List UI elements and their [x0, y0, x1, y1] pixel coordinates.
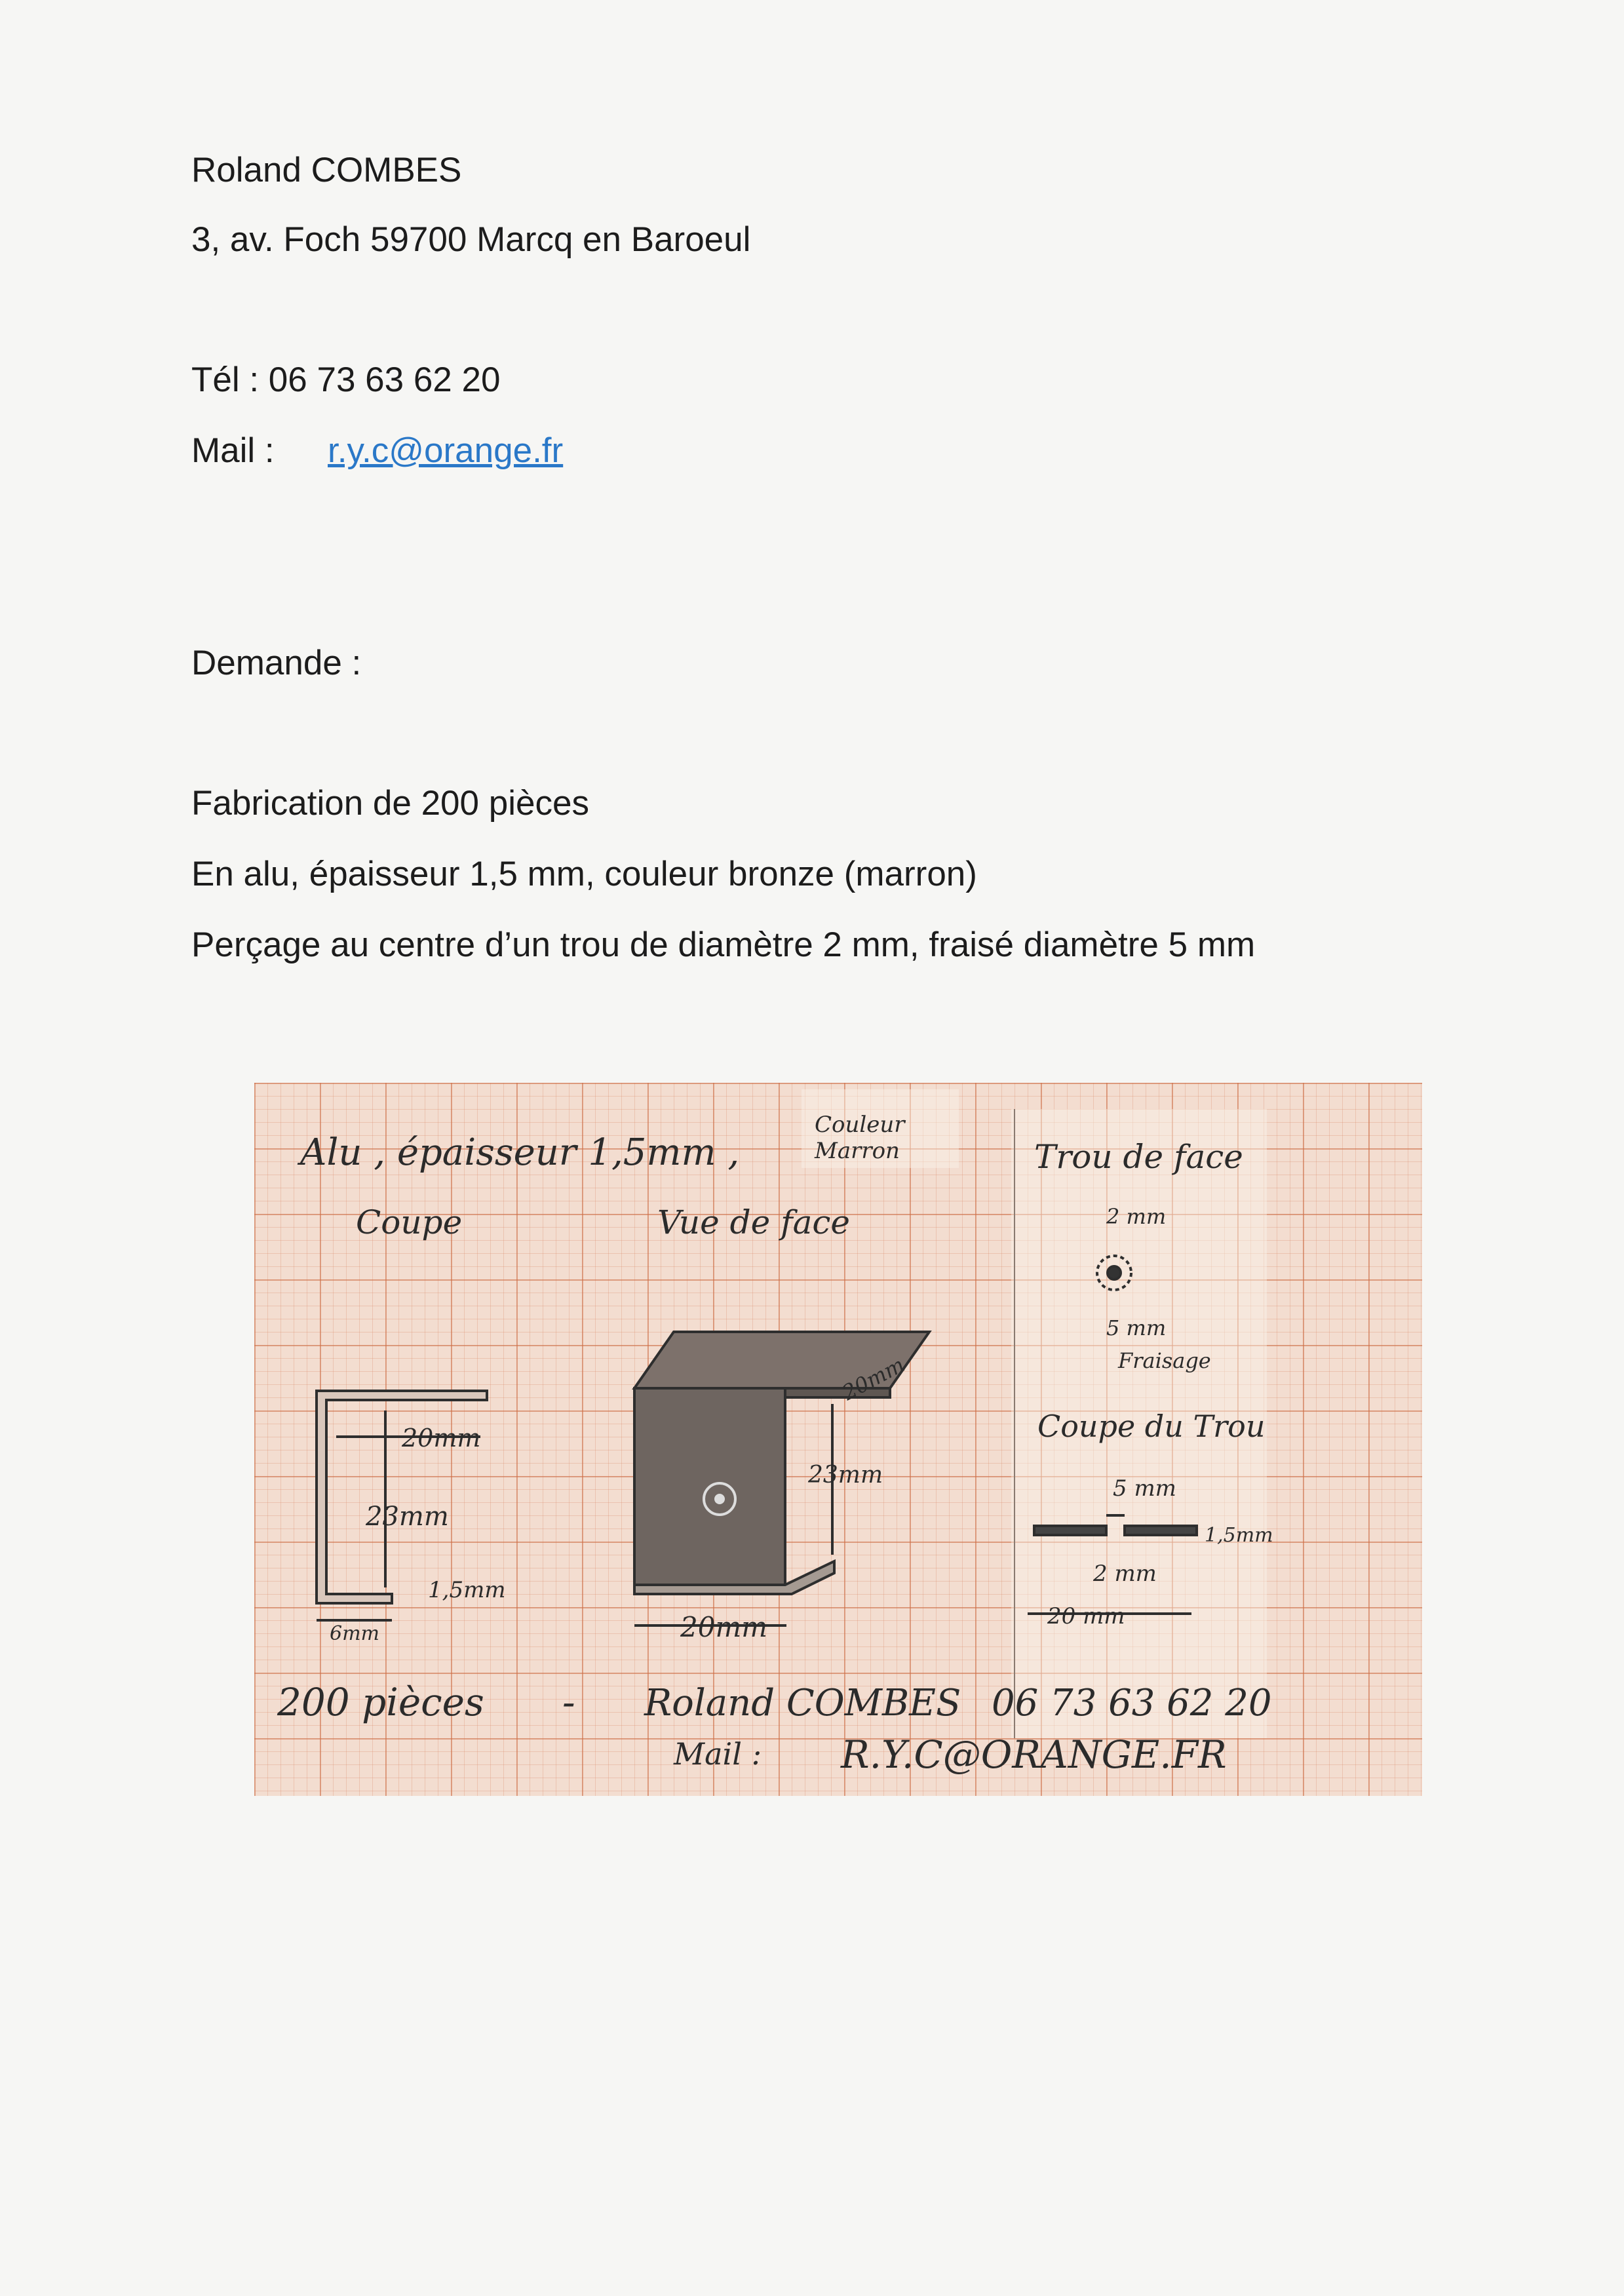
hole-face-drawing: [1097, 1256, 1131, 1290]
sender-address: 3, av. Foch 59700 Marcq en Baroeul: [191, 220, 751, 259]
section-5mm-label: 5 mm: [1113, 1475, 1176, 1502]
section-2mm-label: 2 mm: [1093, 1561, 1157, 1587]
dim-23mm-label: 23mm: [366, 1502, 449, 1532]
footer-mail: R.Y.C@ORANGE.FR: [841, 1732, 1227, 1777]
vue-de-face-label: Vue de face: [657, 1203, 850, 1241]
front-23mm-label: 23mm: [808, 1462, 883, 1489]
request-line-1: Fabrication de 200 pièces: [191, 784, 589, 823]
dim-20mm-label: 20mm: [402, 1424, 481, 1452]
section-20mm-label: 20 mm: [1047, 1603, 1125, 1629]
footer-qty: 200 pièces: [277, 1680, 484, 1724]
coupe-label: Coupe: [356, 1203, 463, 1241]
sketch-drawing: [254, 1083, 1422, 1796]
dim-6mm-label: 6mm: [330, 1622, 379, 1645]
fraisage-label: Fraisage: [1118, 1348, 1211, 1373]
sender-phone: Tél : 06 73 63 62 20: [191, 360, 501, 399]
footer-phone: 06 73 63 62 20: [992, 1682, 1272, 1724]
request-line-2: En alu, épaisseur 1,5 mm, couleur bronze (marron): [191, 855, 977, 893]
footer-dash: -: [562, 1680, 575, 1724]
footer-mail-label: Mail :: [674, 1736, 762, 1772]
color-note-2: Marron: [815, 1138, 900, 1164]
front-depth-label: 20mm: [838, 1352, 909, 1406]
trou-de-face-label: Trou de face: [1034, 1138, 1243, 1176]
dim-15mm-label: 1,5mm: [428, 1577, 506, 1603]
material-note: Alu , épaisseur 1,5mm ,: [300, 1131, 740, 1174]
request-title: Demande :: [191, 644, 362, 682]
technical-sketch: [254, 1083, 1422, 1796]
sender-mail-row: [191, 431, 564, 471]
mail-label: Mail :: [191, 431, 275, 470]
color-note-1: Couleur: [815, 1112, 905, 1138]
coupe-du-trou-label: Coupe du Trou: [1037, 1409, 1266, 1444]
footer-name: Roland COMBES: [644, 1682, 961, 1724]
section-15mm-label: 1,5mm: [1205, 1524, 1273, 1547]
sender-name: Roland COMBES: [191, 151, 462, 189]
front-20mm-label: 20mm: [680, 1611, 768, 1643]
hole-5mm-label: 5 mm: [1106, 1315, 1167, 1340]
mail-link[interactable]: r.y.c@orange.fr: [328, 431, 564, 470]
request-line-3: Perçage au centre d’un trou de diamètre 2 mm, fraisé diamètre 5 mm: [191, 925, 1256, 964]
hole-2mm-label: 2 mm: [1106, 1204, 1167, 1229]
